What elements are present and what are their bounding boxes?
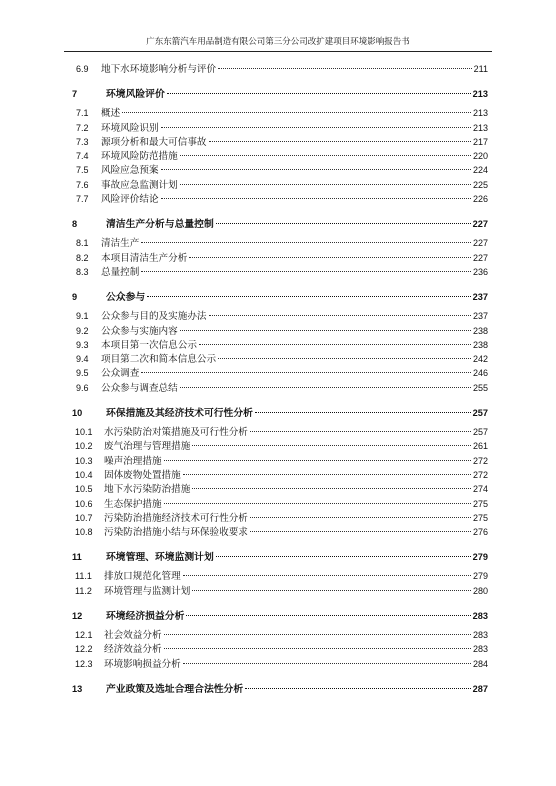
toc-entry-title: 源项分析和最大可信事故 [101, 136, 207, 148]
toc-entry-title: 风险应急预案 [101, 165, 159, 177]
toc-entry-title: 环境风险评价 [106, 89, 165, 101]
toc-entry-number: 13 [72, 683, 83, 694]
toc-dot-leader [183, 474, 471, 475]
toc-entry-title: 噪声治理措施 [104, 455, 162, 467]
toc-entry-number: 9 [72, 292, 78, 303]
toc-chapter-group [72, 545, 488, 598]
toc-entry-page: 287 [472, 683, 488, 694]
toc-entry-title: 风险评价结论 [101, 194, 159, 206]
toc-section-entry[interactable] [72, 265, 488, 279]
toc-section-entry[interactable] [72, 511, 488, 525]
toc-section-entry[interactable] [72, 497, 488, 511]
toc-entry-number: 7.2 [76, 122, 89, 133]
toc-chapter-group [72, 401, 488, 539]
toc-entry-number: 7.3 [76, 136, 89, 147]
toc-entry-number: 10.6 [75, 498, 93, 509]
toc-entry-page: 242 [472, 354, 488, 365]
toc-section-entry[interactable] [72, 106, 488, 120]
toc-dot-leader [216, 223, 471, 224]
toc-entry-number: 12.2 [75, 644, 93, 655]
toc-entry-number: 12 [72, 611, 83, 622]
toc-entry-title: 环境管理、环境监测计划 [106, 552, 214, 564]
toc-section-entry[interactable] [72, 135, 488, 149]
toc-chapter-entry[interactable] [72, 545, 488, 569]
toc-entry-title: 固体废物处置措施 [104, 469, 181, 481]
toc-section-entry[interactable] [72, 468, 488, 482]
toc-entry-page: 275 [472, 512, 488, 523]
toc-entry-number: 11 [72, 552, 82, 563]
toc-section-entry[interactable] [72, 425, 488, 439]
toc-entry-number: 9.1 [76, 311, 89, 322]
toc-entry-title: 环境影响损益分析 [104, 658, 181, 670]
toc-entry-number: 10.5 [75, 484, 93, 495]
toc-entry-page: 237 [472, 311, 488, 322]
toc-dot-leader [180, 330, 471, 331]
toc-entry-title: 产业政策及选址合理合法性分析 [106, 683, 244, 695]
toc-section-entry[interactable] [72, 482, 488, 496]
toc-dot-leader [199, 344, 471, 345]
toc-chapter-group [72, 212, 488, 279]
toc-dot-leader [192, 445, 471, 446]
toc-chapter-group [72, 285, 488, 395]
toc-entry-number: 10.4 [75, 469, 93, 480]
toc-entry-page: 272 [472, 455, 488, 466]
toc-entry-number: 7.6 [76, 179, 89, 190]
table-of-contents [72, 62, 488, 707]
toc-entry-page: 226 [472, 194, 488, 205]
toc-section-entry[interactable] [72, 324, 488, 338]
toc-chapter-group [72, 677, 488, 701]
toc-entry-number: 9.6 [76, 382, 89, 393]
toc-dot-leader [147, 296, 470, 297]
toc-entry-page: 238 [472, 339, 488, 350]
toc-dot-leader [192, 488, 471, 489]
toc-dot-leader [218, 358, 471, 359]
toc-entry-title: 本项目第一次信息公示 [101, 339, 197, 351]
toc-entry-title: 总量控制 [101, 266, 140, 278]
toc-entry-page: 224 [472, 165, 488, 176]
toc-entry-title: 污染防治措施小结与环保验收要求 [104, 527, 248, 539]
toc-entry-title: 排放口规范化管理 [104, 571, 181, 583]
toc-entry-page: 283 [472, 630, 488, 641]
toc-entry-page: 225 [472, 179, 488, 190]
toc-entry-title: 环保措施及其经济技术可行性分析 [106, 408, 253, 420]
toc-entry-page: 246 [472, 368, 488, 379]
toc-dot-leader [209, 141, 471, 142]
toc-dot-leader [250, 431, 471, 432]
toc-entry-page: 272 [472, 469, 488, 480]
toc-entry-page: 276 [472, 527, 488, 538]
toc-entry-number: 9.2 [76, 325, 89, 336]
toc-entry-title: 环境经济损益分析 [106, 611, 185, 623]
running-header: 广东东箭汽车用品制造有限公司第三分公司改扩建项目环境影响报告书 [64, 36, 492, 52]
toc-section-entry[interactable] [72, 454, 488, 468]
toc-section-entry[interactable] [72, 309, 488, 323]
toc-dot-leader [164, 634, 471, 635]
toc-section-entry[interactable] [72, 338, 488, 352]
toc-entry-page: 275 [472, 498, 488, 509]
toc-entry-title: 生态保护措施 [104, 498, 162, 510]
toc-dot-leader [122, 112, 471, 113]
toc-section-entry[interactable] [72, 192, 488, 206]
toc-section-entry[interactable] [72, 569, 488, 583]
toc-section-entry[interactable] [72, 236, 488, 250]
toc-entry-number: 7.1 [76, 108, 89, 119]
toc-section-entry[interactable] [72, 628, 488, 642]
toc-section-entry[interactable] [72, 439, 488, 453]
toc-dot-leader [180, 387, 471, 388]
toc-entry-title: 概述 [101, 108, 121, 120]
toc-entry-title: 本项目清洁生产分析 [101, 252, 188, 264]
toc-dot-leader [250, 531, 471, 532]
toc-entry-title: 地下水环境影响分析与评价 [101, 64, 217, 75]
toc-chapter-entry[interactable] [72, 212, 488, 236]
toc-chapter-entry[interactable] [72, 82, 488, 106]
toc-entry-number: 12.1 [75, 630, 93, 641]
toc-entry-title: 水污染防治对策措施及可行性分析 [104, 427, 248, 439]
toc-entry-number: 10.8 [75, 527, 93, 538]
toc-entry-page: 227 [472, 238, 488, 249]
toc-entry-number: 7.4 [76, 151, 89, 162]
toc-entry-page: 279 [472, 552, 488, 563]
toc-entry-number: 7.5 [76, 165, 89, 176]
toc-chapter-entry[interactable] [72, 401, 488, 425]
toc-entry-title: 公众参与目的及实施办法 [101, 311, 207, 323]
toc-entry-title: 公众参与 [106, 292, 146, 304]
toc-entry-number: 9.3 [76, 339, 89, 350]
toc-section-entry[interactable] [72, 642, 488, 656]
toc-dot-leader [141, 242, 471, 243]
toc-entry-number: 10.2 [75, 441, 93, 452]
toc-entry-number: 10 [72, 408, 83, 419]
toc-dot-leader [218, 68, 472, 69]
toc-entry-page: 257 [472, 427, 488, 438]
toc-dot-leader [216, 556, 471, 557]
toc-section-entry[interactable] [72, 121, 488, 135]
toc-dot-leader [161, 169, 471, 170]
toc-entry-title: 事故应急监测计划 [101, 179, 178, 191]
toc-entry-number: 10.1 [75, 427, 93, 438]
toc-section-entry[interactable] [72, 149, 488, 163]
toc-entry-title: 公众参与实施内容 [101, 325, 178, 337]
toc-chapter-group [72, 604, 488, 671]
toc-entry-page: 236 [472, 266, 488, 277]
toc-entry-page: 217 [472, 136, 488, 147]
toc-entry-page: 283 [472, 644, 488, 655]
toc-entry-number: 9.5 [76, 368, 89, 379]
toc-entry-page: 279 [472, 571, 488, 582]
toc-chapter-entry[interactable] [72, 285, 488, 309]
toc-section-entry[interactable] [72, 178, 488, 192]
toc-entry-page: 274 [472, 484, 488, 495]
toc-section-entry[interactable] [72, 381, 488, 395]
toc-entry-title: 项目第二次和简本信息公示 [101, 354, 217, 366]
toc-dot-leader [192, 590, 471, 591]
toc-entry-number: 11.1 [75, 571, 92, 582]
toc-entry-title: 公众调查 [101, 368, 140, 380]
toc-entry-page: 283 [472, 611, 488, 622]
toc-dot-leader [255, 412, 471, 413]
toc-entry-number: 9.4 [76, 354, 89, 365]
toc-dot-leader [161, 198, 471, 199]
toc-dot-leader [209, 315, 471, 316]
toc-entry-title: 污染防治措施经济技术可行性分析 [104, 512, 248, 524]
toc-dot-leader [164, 503, 471, 504]
toc-chapter-group [72, 82, 488, 206]
toc-entry-page: 284 [472, 658, 488, 669]
toc-entry-page: 255 [472, 382, 488, 393]
toc-section-entry[interactable] [72, 251, 488, 265]
toc-entry-page: 280 [472, 585, 488, 596]
toc-entry-page: 237 [472, 292, 488, 303]
toc-dot-leader [164, 460, 471, 461]
toc-entry-number: 12.3 [75, 658, 93, 669]
toc-entry-title: 地下水污染防治措施 [104, 484, 191, 496]
toc-entry-title: 社会效益分析 [104, 630, 162, 642]
toc-entry-number: 8.1 [76, 238, 89, 249]
toc-dot-leader [167, 93, 471, 94]
toc-entry-page: 213 [472, 122, 488, 133]
toc-entry-page: 211 [473, 64, 488, 74]
toc-entry-number: 10.7 [75, 512, 93, 523]
toc-chapter-entry[interactable] [72, 604, 488, 628]
toc-entry-number: 8.2 [76, 252, 89, 263]
toc-section-entry[interactable] [72, 525, 488, 539]
toc-dot-leader [164, 648, 471, 649]
toc-dot-leader [183, 575, 471, 576]
toc-entry-page: 213 [472, 89, 488, 100]
toc-dot-leader [161, 127, 471, 128]
toc-dot-leader [180, 184, 471, 185]
toc-entry-page: 220 [472, 151, 488, 162]
toc-dot-leader [141, 271, 471, 272]
toc-dot-leader [250, 517, 471, 518]
toc-dot-leader [245, 688, 471, 689]
toc-entry-number: 7 [72, 89, 78, 100]
toc-section-entry[interactable] [72, 366, 488, 380]
toc-entry-title: 环境风险防范措施 [101, 151, 178, 163]
toc-entry-page: 227 [472, 219, 488, 230]
toc-entry-number: 11.2 [75, 585, 92, 596]
toc-entry-number: 7.7 [76, 194, 89, 205]
toc-entry-title: 清洁生产 [101, 238, 140, 250]
toc-section-entry[interactable] [72, 62, 488, 76]
toc-entry-page: 261 [472, 441, 488, 452]
toc-entry-page: 227 [472, 252, 488, 263]
toc-dot-leader [183, 663, 471, 664]
toc-entry-number: 10.3 [75, 455, 93, 466]
toc-dot-leader [186, 615, 470, 616]
toc-section-entry[interactable] [72, 163, 488, 177]
toc-section-entry[interactable] [72, 352, 488, 366]
toc-section-entry[interactable] [72, 584, 488, 598]
toc-entry-title: 废气治理与管理措施 [104, 441, 191, 453]
toc-chapter-entry[interactable] [72, 677, 488, 701]
toc-entry-page: 257 [472, 408, 488, 419]
toc-entry-title: 环境管理与监测计划 [104, 585, 191, 597]
toc-entry-title: 公众参与调查总结 [101, 382, 178, 394]
toc-section-entry[interactable] [72, 657, 488, 671]
toc-entry-page: 238 [472, 325, 488, 336]
toc-entry-title: 清洁生产分析与总量控制 [106, 219, 214, 231]
toc-entry-number: 8 [72, 219, 78, 230]
toc-dot-leader [189, 257, 471, 258]
toc-chapter-group [72, 62, 488, 76]
toc-entry-title: 经济效益分析 [104, 644, 162, 656]
toc-entry-title: 环境风险识别 [101, 122, 159, 134]
toc-entry-page: 213 [472, 108, 488, 119]
toc-entry-number: 8.3 [76, 266, 89, 277]
toc-dot-leader [180, 155, 471, 156]
toc-dot-leader [141, 372, 471, 373]
toc-entry-number: 6.9 [76, 64, 89, 74]
